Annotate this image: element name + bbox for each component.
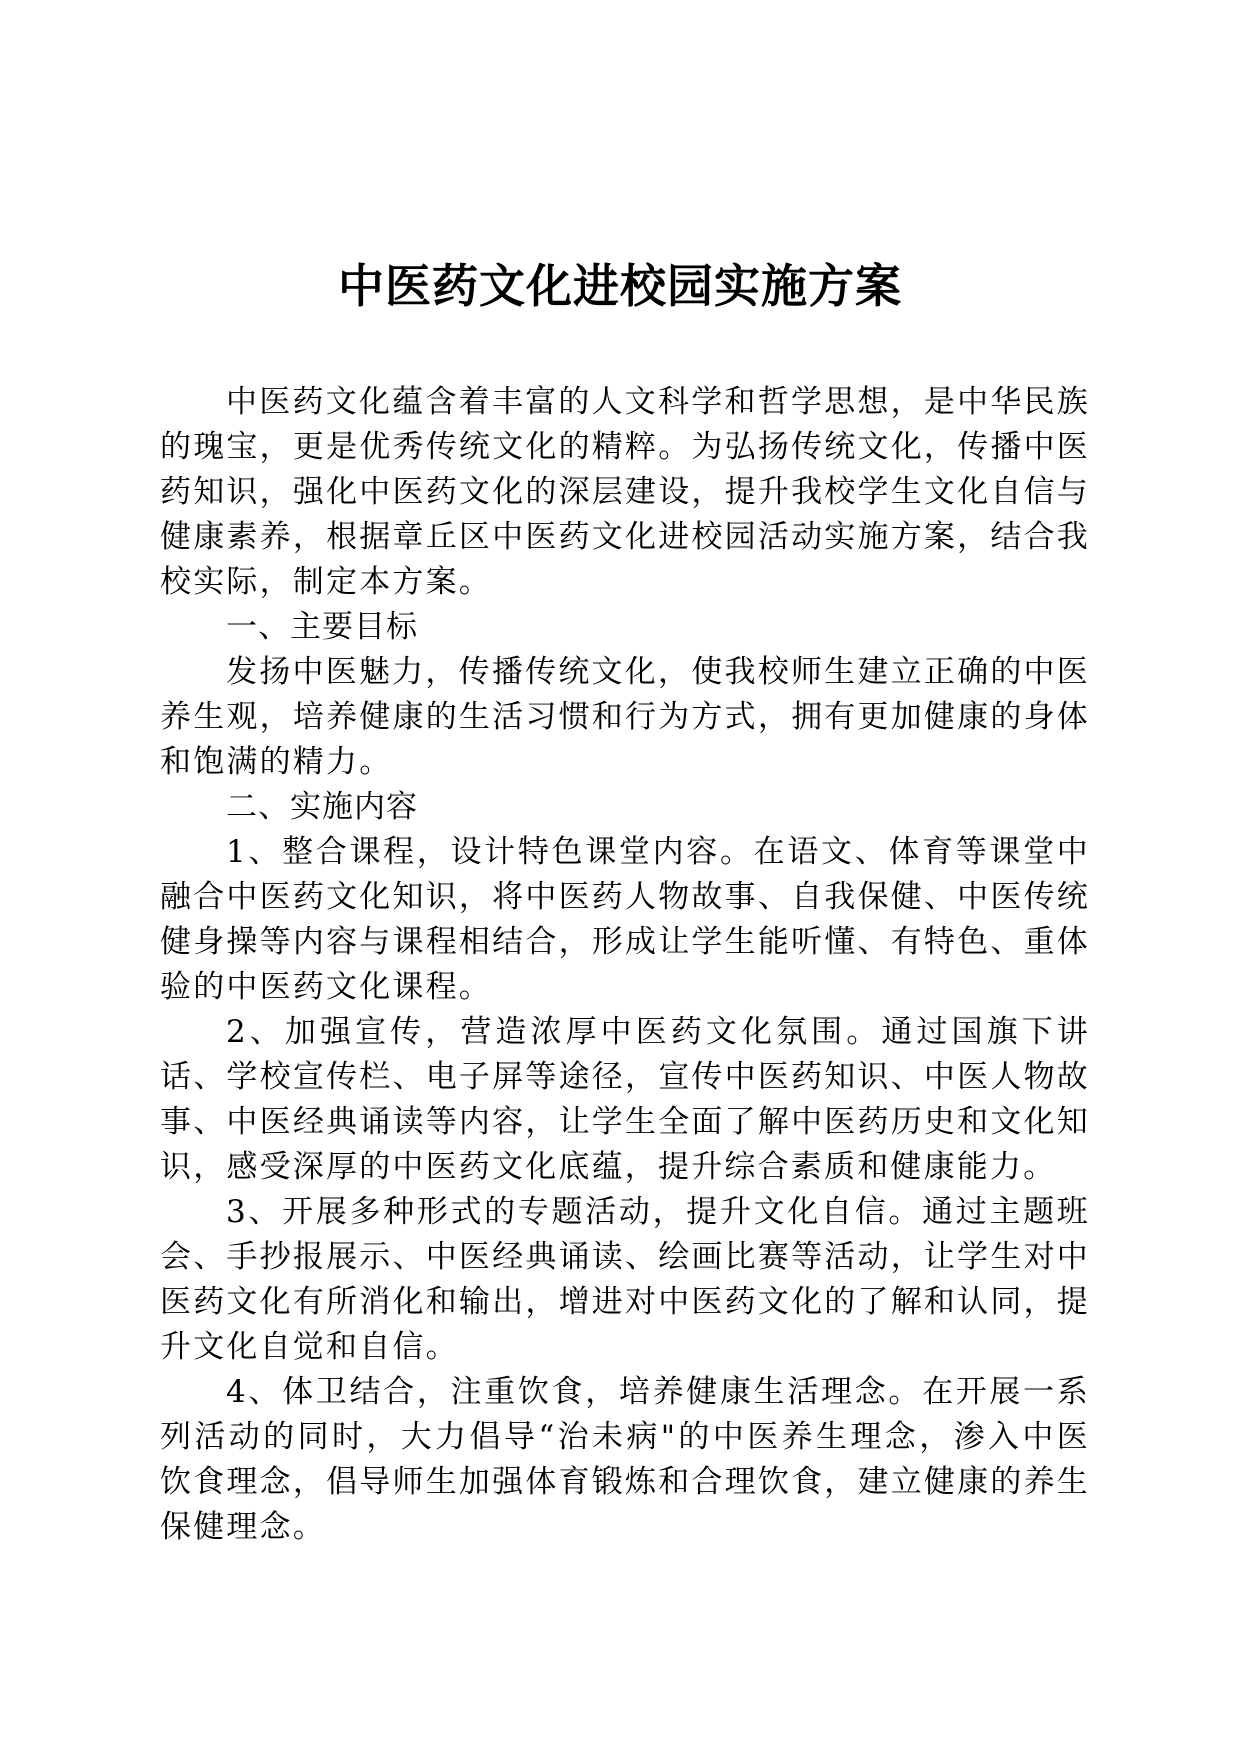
content-item-4: 4、体卫结合，注重饮食，培养健康生活理念。在开展一系列活动的同时，大力倡导“治未病"的中医养生理念，渗入中医饮食理念，倡导师生加强体育锻炼和合理饮食，建立健康的养生保健理念。 — [160, 1374, 1090, 1545]
content-item-1: 1、整合课程，设计特色课堂内容。在语文、体育等课堂中融合中医药文化知识，将中医药人物故事、自我保健、中医传统健身操等内容与课程相结合，形成让学生能听懂、有特色、重体验的中医药文化课程。 — [160, 834, 1090, 1005]
document-body — [160, 380, 1090, 1550]
section-heading-goals: 一、主要目标 — [226, 609, 418, 645]
document-title: 中医药文化进校园实施方案 — [338, 259, 902, 313]
content-item-3: 3、开展多种形式的专题活动，提升文化自信。通过主题班会、手抄报展示、中医经典诵读、绘画比赛等活动，让学生对中医药文化有所消化和输出，增进对中医药文化的了解和认同，提升文化自觉和自信。 — [160, 1194, 1090, 1365]
section-heading-content: 二、实施内容 — [226, 789, 418, 825]
goals-paragraph: 发扬中医魅力，传播传统文化，使我校师生建立正确的中医养生观，培养健康的生活习惯和行为方式，拥有更加健康的身体和饱满的精力。 — [160, 654, 1090, 780]
content-item-2: 2、加强宣传，营造浓厚中医药文化氛围。通过国旗下讲话、学校宣传栏、电子屏等途径，宣传中医药知识、中医人物故事、中医经典诵读等内容，让学生全面了解中医药历史和文化知识，感受深厚的中医药文化底蕴，提升综合素质和健康能力。 — [160, 1014, 1090, 1185]
intro-paragraph: 中医药文化蕴含着丰富的人文科学和哲学思想，是中华民族的瑰宝，更是优秀传统文化的精粹。为弘扬传统文化，传播中医药知识，强化中医药文化的深层建设，提升我校学生文化自信与健康素养，根据章丘区中医药文化进校园活动实施方案，结合我校实际，制定本方案。 — [160, 384, 1090, 600]
